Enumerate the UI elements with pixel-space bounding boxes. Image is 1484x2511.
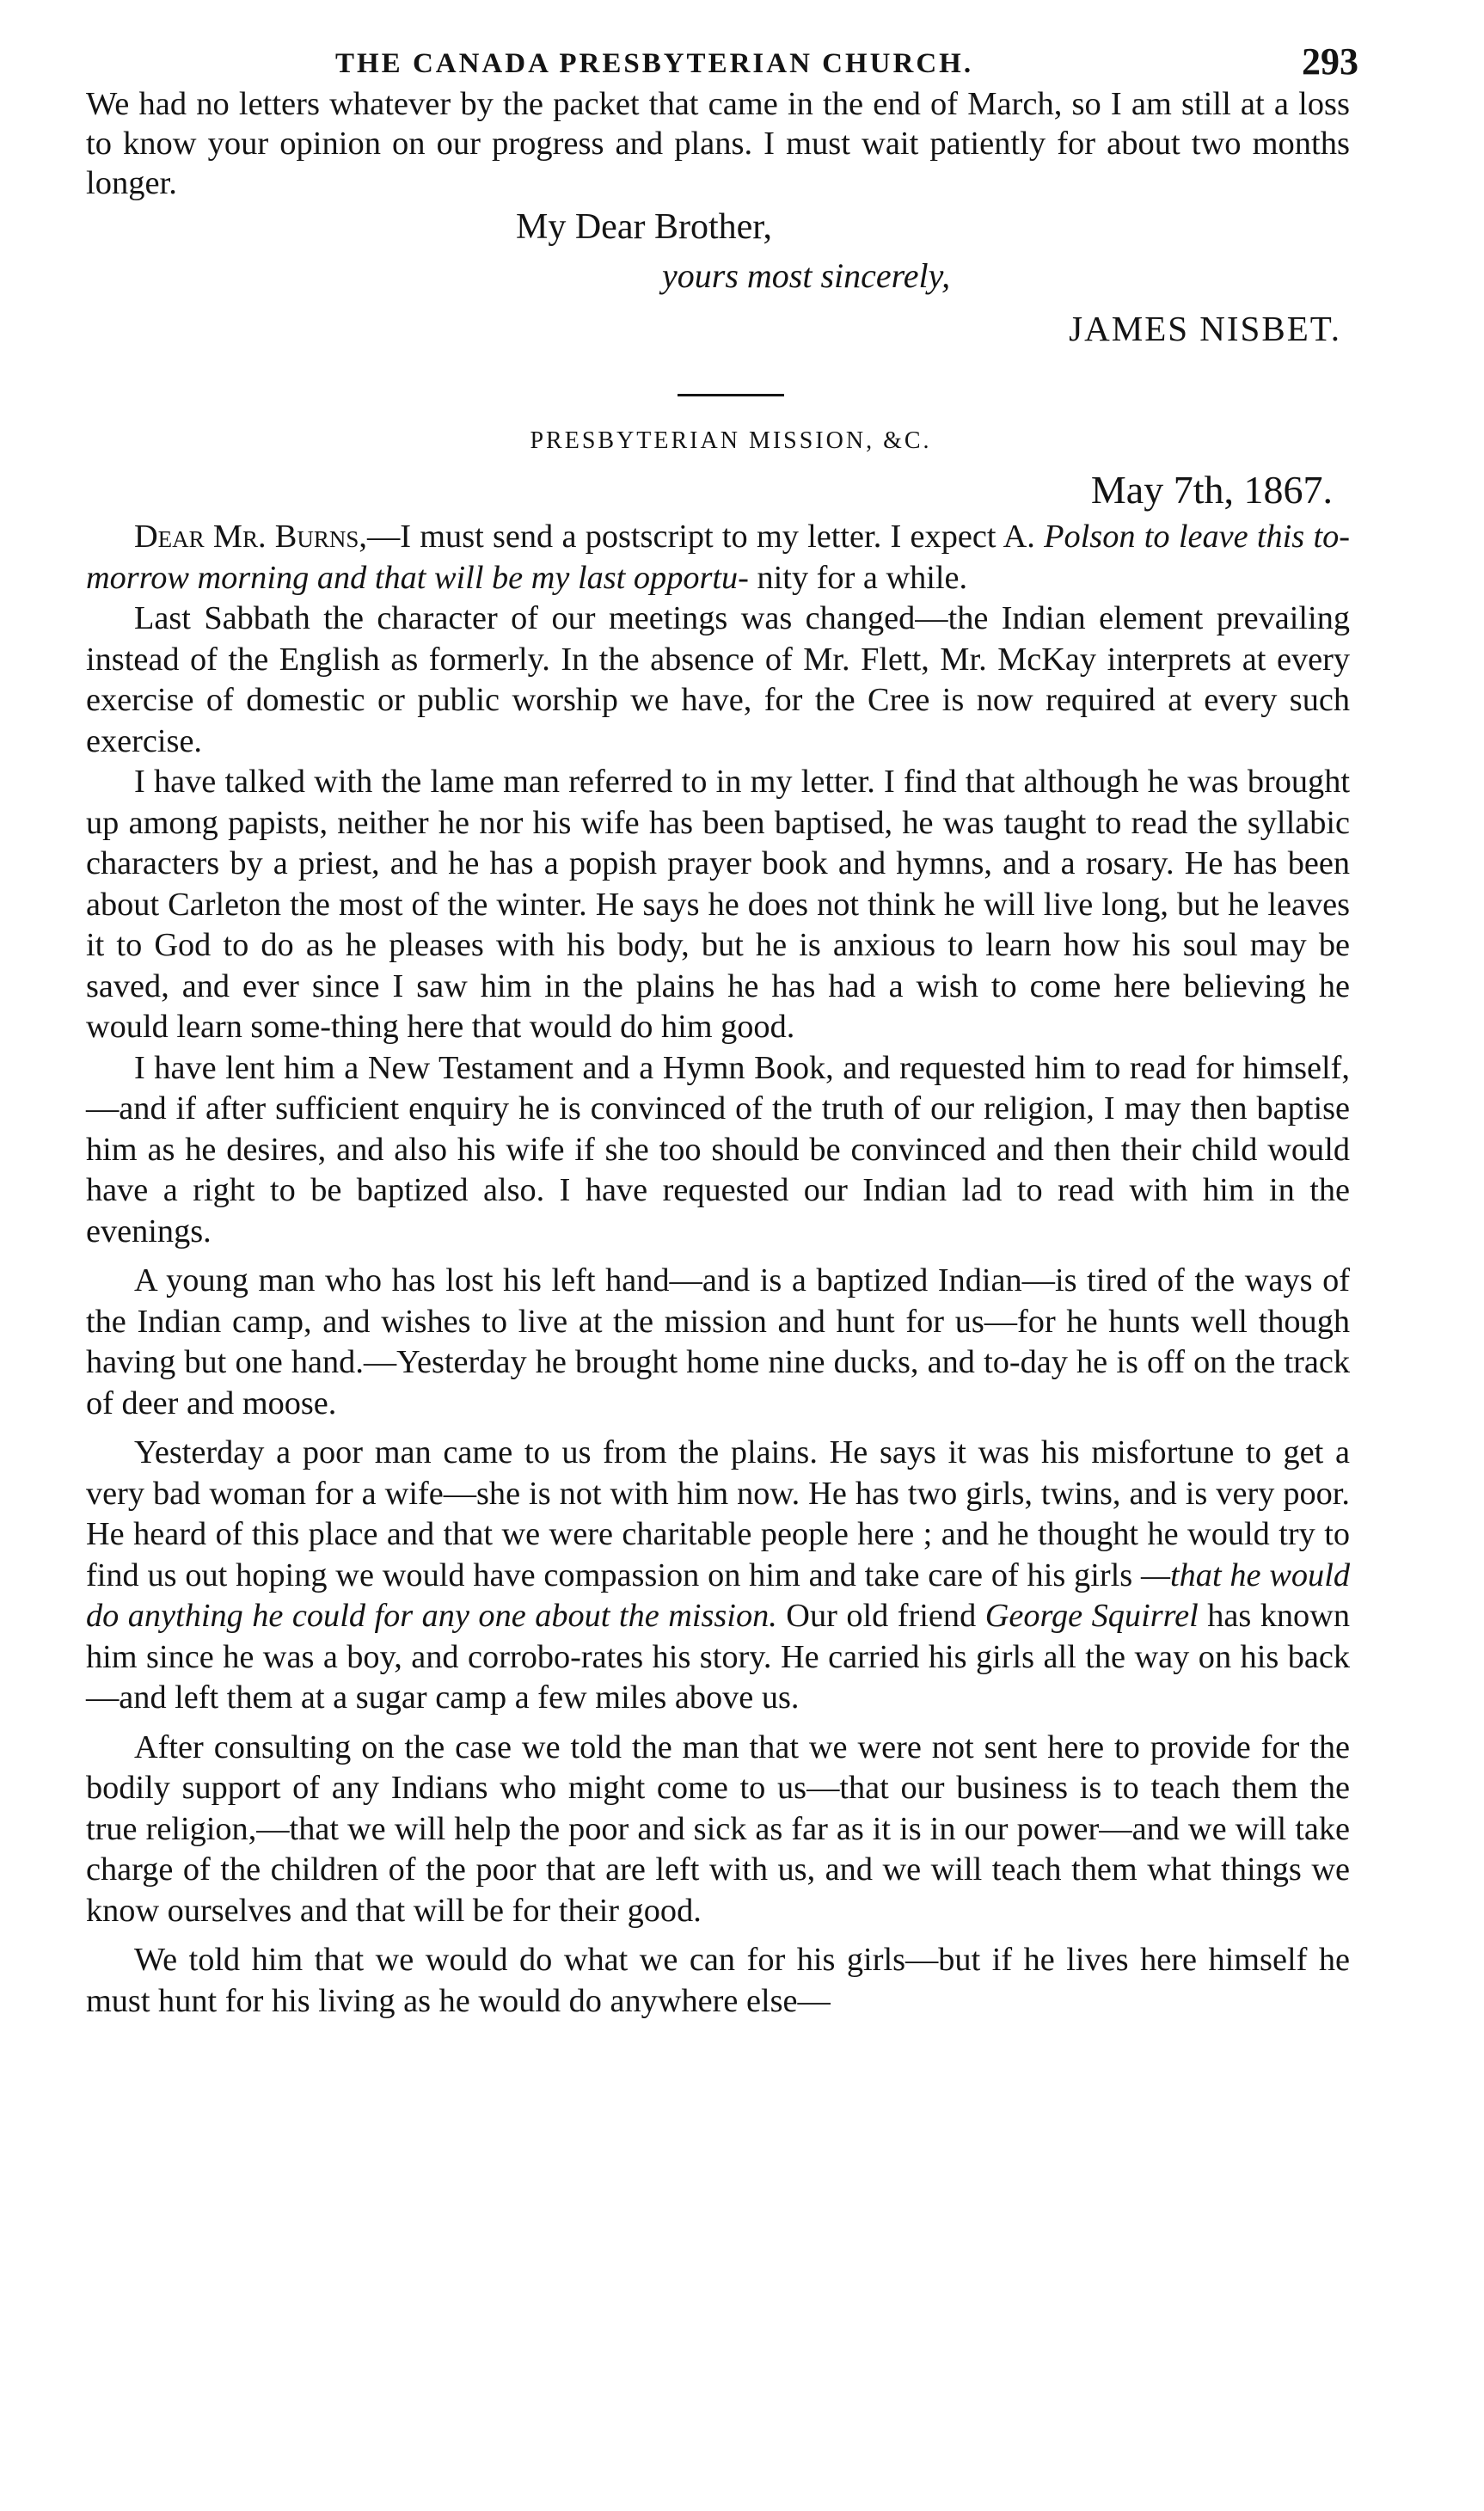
closing-paragraph: We had no letters whatever by the packet that came in the end of March, so I am still at a loss to know your opinion on our progress and plans. I must wait patiently for about two months longer. — [86, 86, 1350, 201]
paragraph-6-italic: —that he would do anything he could for any one about the mission. — [86, 1556, 1350, 1634]
page-number: 293 — [1302, 40, 1358, 83]
paragraph-1-italic: Polson to leave this to-morrow morning and that will be my last opportu- — [86, 519, 1350, 596]
paragraph-3: I have talked with the lame man referred to in my letter. I find that although he was brought up among papists, neither he nor his wife has been baptised, he was taught to read the syllabic characters by a priest, and he has a popish prayer book and hymns, and a rosary. He has been about Carleton the most of the winter. He says he does not think he will live long, but he leaves it to God to do as he pleases with his body, but he is anxious to learn how his soul may be saved, and ever since I saw him in the plains he has had a wish to come here believing he would learn some-thing here that would do him good. — [86, 764, 1350, 1045]
closing-valediction: yours most sincerely, — [662, 256, 951, 295]
running-head — [86, 33, 1358, 84]
closing-salutation: My Dear Brother, — [516, 207, 773, 247]
paragraph-1-text: —I must send a postscript to my letter. I expect A. — [366, 519, 1045, 555]
paragraph-4: I have lent him a New Testament and a Hymn Book, and requested him to read for himself,—and if after sufficient enquiry he is convinced of the truth of our religion, I may then baptise him as he desires, and also his wife if she too should be convinced and then their child would have a right to be baptized also. I have requested our Indian lad to read with him in the evenings. — [86, 1049, 1350, 1249]
paragraph-6-text-b: Our old friend — [776, 1598, 985, 1634]
page — [86, 33, 1358, 2022]
section-divider — [678, 394, 784, 396]
postscript-body — [86, 517, 1350, 2022]
running-title: THE CANADA PRESBYTERIAN CHURCH. — [335, 48, 974, 79]
signature: JAMES NISBET. — [1069, 309, 1341, 348]
paragraph-7: After consulting on the case we told the man that we were not sent here to provide for the bodily support of any Indians who might come to us—that our business is to teach them the true religion,—that we will help the poor and sick as far as it is in our power—and we will take charge of the children of the poor that are left with us, and we will teach them what things we know ourselves and that will be for their good. — [86, 1728, 1350, 1929]
section-heading: PRESBYTERIAN MISSION, &C. — [530, 427, 932, 454]
paragraph-5: A young man who has lost his left hand—and is a baptized Indian—is tired of the ways of the Indian camp, and wishes to live at the mission and hunt for us—for he hunts well though having but one hand.—Yesterday he brought home nine ducks, and to-day he is off on the track of deer and moose. — [86, 1262, 1350, 1421]
paragraph-6 — [86, 1433, 1350, 1719]
paragraph-6-name: George Squirrel — [984, 1598, 1199, 1634]
paragraph-8: We told him that we would do what we can for his girls—but if he lives here himself he must hunt for his living as he would do anywhere else— — [86, 1942, 1350, 2019]
paragraph-2: Last Sabbath the character of our meetings was changed—the Indian element prevailing instead of the English as formerly. In the absence of Mr. Flett, Mr. McKay interprets at every exercise of domestic or public worship we have, for the Cree is now required at every such exercise. — [86, 600, 1350, 759]
paragraph-1 — [86, 517, 1350, 599]
paragraph-6-text-a: Yesterday a poor man came to us from the plains. He says it was his misfortune to get a very bad woman for a wife—she is not with him now. He has two girls, twins, and is very poor. He heard of this place and that we were charitable people here ; and he thought he would try to find us out hoping we would have compassion on him and take care of his girls — [86, 1434, 1350, 1593]
letter-salutation: Dear Mr. Burns, — [134, 519, 367, 555]
paragraph-6-text-c: has known him since he was a boy, and corrobo-rates his story. He carried his girls all the way on his back—and left them at a sugar camp a few miles above us. — [86, 1598, 1351, 1716]
paragraph-1-end: nity for a while. — [757, 559, 968, 596]
dateline: May 7th, 1867. — [1090, 468, 1333, 512]
